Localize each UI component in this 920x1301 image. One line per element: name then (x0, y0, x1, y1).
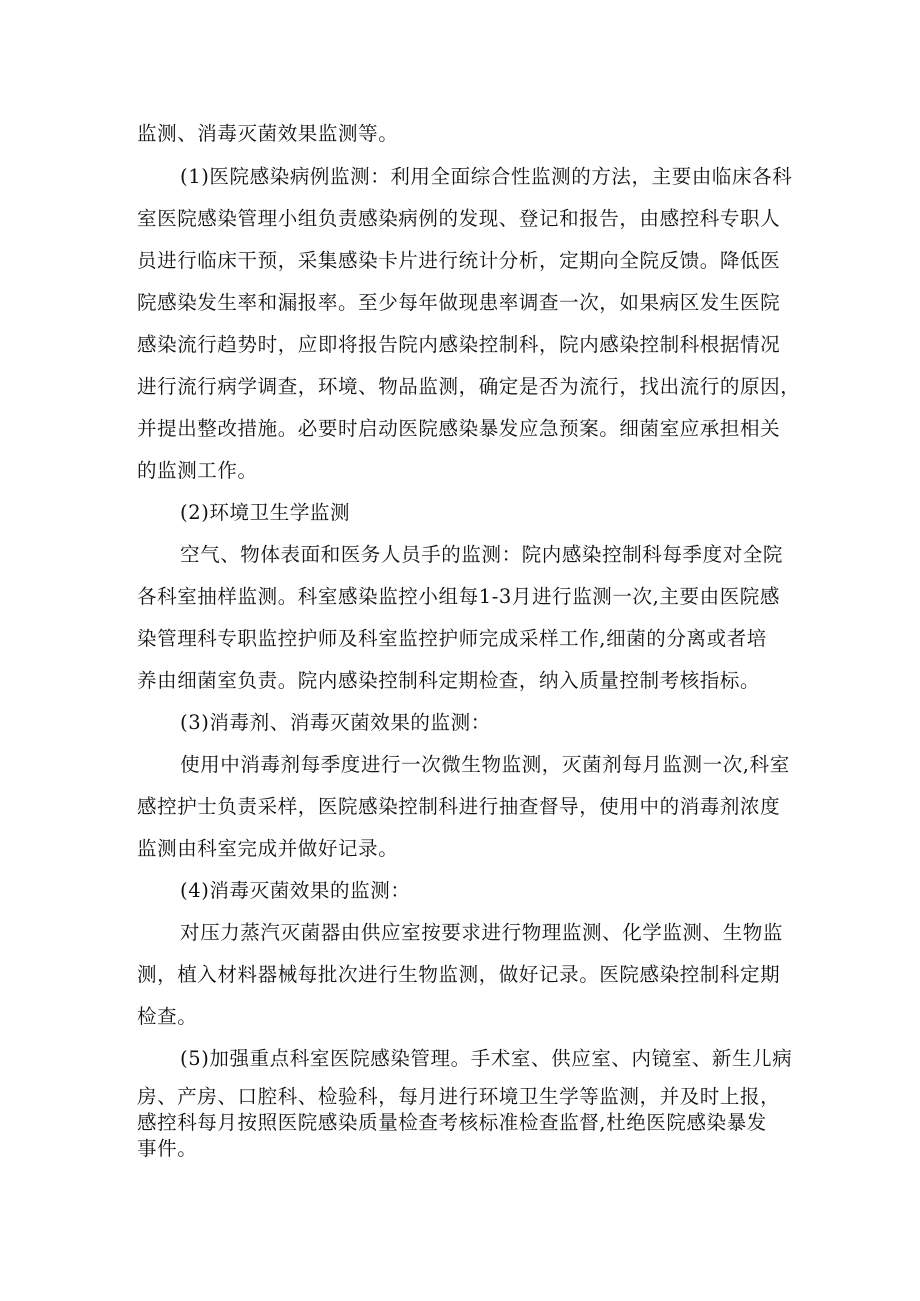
text-line: 的监测工作。 (137, 459, 258, 482)
text-line: 各科室抽样监测。科室感染监控小组每1-3月进行监测一次,主要由医院感 (137, 585, 781, 608)
text-line: 检查。 (137, 1005, 198, 1028)
section-heading: (4)消毒灭菌效果的监测： (180, 879, 411, 902)
text-line: 房、产房、口腔科、检验科，每月进行环境卫生学等监测，并及时上报， (137, 1085, 781, 1108)
text-line: 院感染发生率和漏报率。至少每年做现患率调查一次，如果病区发生医院 (137, 291, 781, 314)
text-line: 并提出整改措施。必要时启动医院感染暴发应急预案。细菌室应承担相关 (137, 417, 781, 440)
text-line: 员进行临床干预，采集感染卡片进行统计分析，定期向全院反馈。降低医 (137, 249, 781, 272)
section-heading: (2)环境卫生学监测 (180, 501, 351, 524)
text-line: 事件。 (137, 1137, 198, 1160)
text-line: 感控科每月按照医院感染质量检查考核标准检查监督,杜绝医院感染暴发 (137, 1111, 767, 1134)
text-line: 感染流行趋势时，应即将报告院内感染控制科，院内感染控制科根据情况 (137, 333, 781, 356)
section-heading: (3)消毒剂、消毒灭菌效果的监测： (180, 711, 491, 734)
text-line: (5)加强重点科室医院感染管理。手术室、供应室、内镜室、新生儿病 (180, 1047, 793, 1070)
text-line: 监测由科室完成并做好记录。 (137, 837, 399, 860)
text-line: 感控护士负责采样，医院感染控制科进行抽查督导，使用中的消毒剂浓度 (137, 795, 781, 818)
text-line: 使用中消毒剂每季度进行一次微生物监测，灭菌剂每月监测一次,科室 (180, 753, 790, 776)
text-line: 对压力蒸汽灭菌器由供应室按要求进行物理监测、化学监测、生物监 (180, 921, 784, 944)
text-line: 进行流行病学调查，环境、物品监测，确定是否为流行，找出流行的原因， (137, 375, 801, 398)
text-line: 测，植入材料器械每批次进行生物监测，做好记录。医院感染控制科定期 (137, 963, 781, 986)
text-line: 监测、消毒灭菌效果监测等。 (137, 122, 399, 145)
text-line: 室医院感染管理小组负责感染病例的发现、登记和报告，由感控科专职人 (137, 207, 781, 230)
text-line: (1)医院感染病例监测：利用全面综合性监测的方法，主要由临床各科 (180, 165, 793, 188)
text-line: 染管理科专职监控护师及科室监控护师完成采样工作,细菌的分离或者培 (137, 627, 767, 650)
text-line: 空气、物体表面和医务人员手的监测：院内感染控制科每季度对全院 (180, 543, 784, 566)
text-line: 养由细菌室负责。院内感染控制科定期检查，纳入质量控制考核指标。 (137, 669, 761, 692)
